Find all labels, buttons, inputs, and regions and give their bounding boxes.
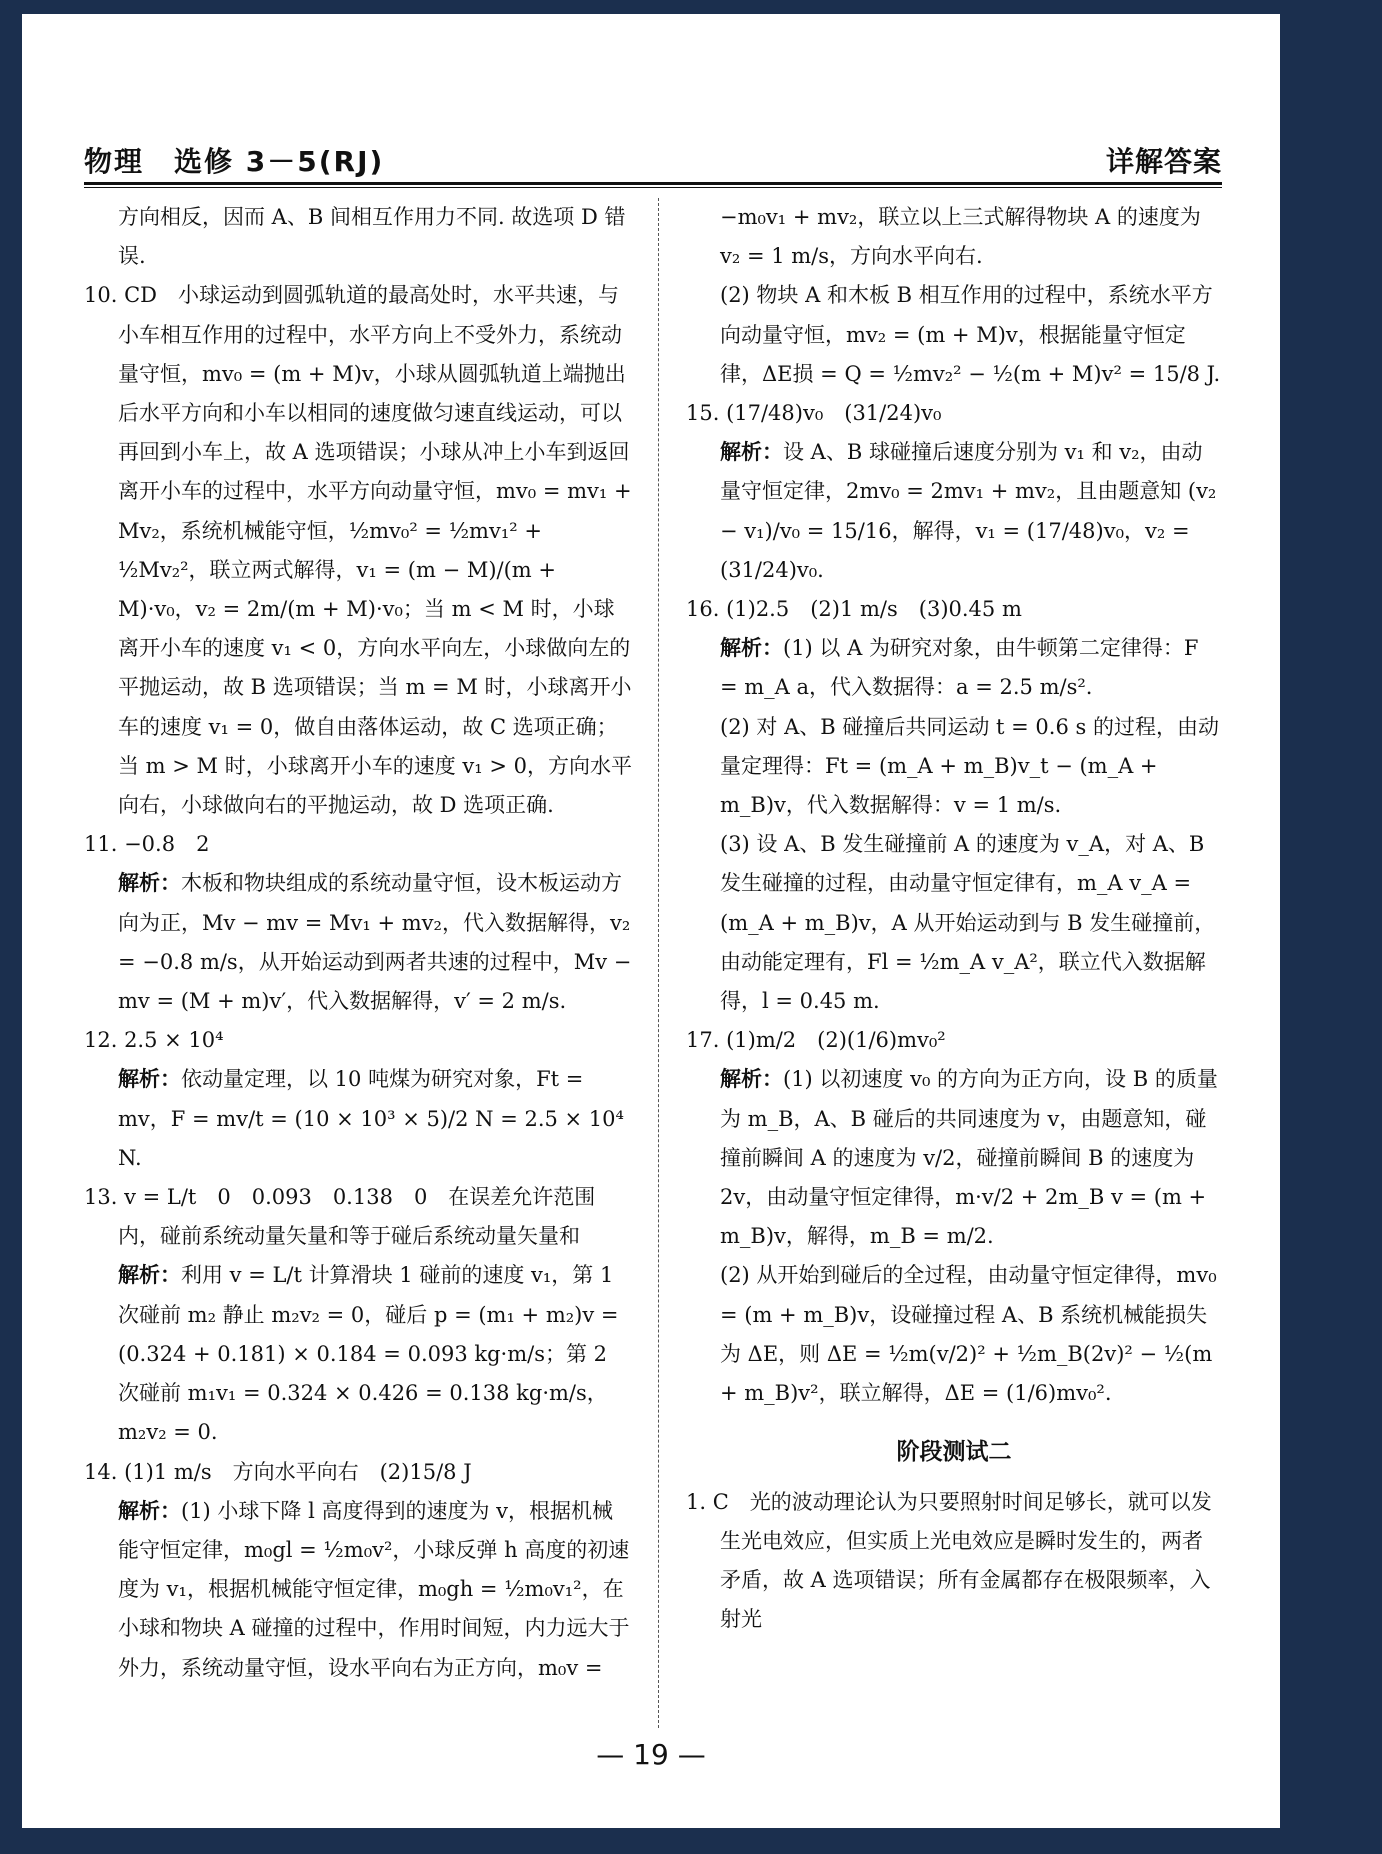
paragraph-text: 方向相反，因而 A、B 间相互作用力不同. 故选项 D 错误. — [118, 205, 626, 269]
analysis-label: 解析： — [118, 1263, 181, 1288]
paragraph-text: (1) 以 A 为研究对象，由牛顿第二定律得：F = m_A a，代入数据得：a = 2.5 m/s². — [720, 636, 1199, 700]
answer-paragraph — [84, 1453, 632, 1492]
paragraph-text: 12. 2.5 × 10⁴ — [84, 1028, 224, 1053]
paragraph-text: 依动量定理，以 10 吨煤为研究对象，Ft = mv，F = mv/t = (10 × 10³ × 5)/2 N = 2.5 × 10⁴ N. — [118, 1067, 624, 1170]
paragraph-text: 阶段测试二 — [896, 1439, 1012, 1466]
answer-paragraph — [686, 825, 1222, 1021]
header-rule-thin — [84, 187, 1222, 188]
answer-paragraph — [686, 433, 1222, 590]
paragraph-text: 木板和物块组成的系统动量守恒，设木板运动方向为正，Mv − mv = Mv₁ + mv₂，代入数据解得，v₂ = −0.8 m/s，从开始运动到两者共速的过程中，Mv − mv = (M + m)v′，代入数据解得，v′ = 2 m/s. — [118, 871, 632, 1014]
paragraph-text: (2) 物块 A 和木板 B 相互作用的过程中，系统水平方向动量守恒，mv₂ = (m + M)v，根据能量守恒定律，ΔE损 = Q = ½mv₂² − ½(m + M)v² = 15/8 J. — [720, 283, 1221, 386]
subject-title: 物理 选修 3－5(RJ) — [84, 145, 385, 178]
paragraph-text: 1. C 光的波动理论认为只要照射时间足够长，就可以发生光电效应，但实质上光电效应是瞬时发生的，两者矛盾，故 A 选项错误；所有金属都存在极限频率，入射光 — [686, 1489, 1212, 1632]
analysis-label: 解析： — [720, 1067, 783, 1092]
answer-paragraph — [686, 629, 1222, 707]
answer-paragraph — [84, 1060, 632, 1178]
answer-paragraph — [686, 590, 1222, 629]
paragraph-text: 17. (1)m/2 (2)(1/6)mv₀² — [686, 1028, 946, 1053]
answer-paragraph — [686, 1021, 1222, 1060]
answer-page — [22, 14, 1280, 1828]
paragraph-text: 11. −0.8 2 — [84, 832, 210, 857]
answer-paragraph — [84, 825, 632, 864]
header-rule — [84, 182, 1222, 185]
paragraph-text: 16. (1)2.5 (2)1 m/s (3)0.45 m — [686, 597, 1022, 622]
answer-paragraph — [686, 1060, 1222, 1256]
answer-paragraph — [84, 1256, 632, 1452]
answer-paragraph — [686, 708, 1222, 826]
analysis-label: 解析： — [720, 440, 783, 465]
section-heading — [686, 1433, 1222, 1472]
section-title: 详解答案 — [1105, 145, 1222, 178]
paragraph-text: 利用 v = L/t 计算滑块 1 碰前的速度 v₁，第 1 次碰前 m₂ 静止 m₂v₂ = 0，碰后 p = (m₁ + m₂)v = (0.324 + 0.181) × 0.184 = 0.093 kg·m/s；第 2 次碰前 m₁v₁ = 0.324 × 0.426 = 0.138 kg·m/s，m₂v₂ = 0. — [118, 1263, 619, 1445]
answer-paragraph — [84, 1492, 632, 1688]
answer-paragraph — [686, 1256, 1222, 1413]
answer-paragraph — [686, 1483, 1222, 1640]
page-header — [84, 140, 1222, 184]
analysis-label: 解析： — [118, 1067, 181, 1092]
paragraph-text: 10. CD 小球运动到圆弧轨道的最高处时，水平共速，与小车相互作用的过程中，水平方向上不受外力，系统动量守恒，mv₀ = (m + M)v，小球从圆弧轨道上端抛出后水平方向和小车以相同的速度做匀速直线运动，可以再回到小车上，故 A 选项错误；小球从冲上小车到返回离开小车的过程中，水平方向动量守恒，mv₀ = mv₁ + Mv₂，系统机械能守恒，½mv₀² = ½mv₁² + ½Mv₂²，联立两式解得，v₁ = (m − M)/(m + M)·v₀，v₂ = 2m/(m + M)·v₀；当 m < M 时，小球离开小车的速度 v₁ < 0，方向水平向左，小球做向左的平抛运动，故 B 选项错误；当 m = M 时，小球离开小车的速度 v₁ = 0，做自由落体运动，故 C 选项正确；当 m > M 时，小球离开小车的速度 v₁ > 0，方向水平向右，小球做向右的平抛运动，故 D 选项正确. — [84, 283, 632, 818]
page-number: — 19 — — [596, 1738, 706, 1771]
left-column — [84, 198, 632, 1688]
answer-paragraph — [84, 1178, 632, 1256]
answer-paragraph — [84, 864, 632, 1021]
right-column — [686, 198, 1222, 1639]
paragraph-text: 15. (17/48)v₀ (31/24)v₀ — [686, 401, 942, 426]
paragraph-text: (3) 设 A、B 发生碰撞前 A 的速度为 v_A，对 A、B 发生碰撞的过程，由动量守恒定律有，m_A v_A = (m_A + m_B)v，A 从开始运动到与 B 发生碰撞前，由动能定理有，Fl = ½m_A v_A²，联立代入数据解得，l = 0.45 m. — [720, 832, 1216, 1014]
column-divider — [658, 198, 659, 1728]
answer-paragraph — [686, 198, 1222, 276]
paragraph-text: 13. v = L/t 0 0.093 0.138 0 在误差允许范围内，碰前系统动量矢量和等于碰后系统动量矢量和 — [84, 1185, 596, 1249]
answer-paragraph — [84, 198, 632, 276]
answer-paragraph — [686, 276, 1222, 394]
answer-paragraph — [686, 394, 1222, 433]
paragraph-text: (1) 以初速度 v₀ 的方向为正方向，设 B 的质量为 m_B，A、B 碰后的共同速度为 v，由题意知，碰撞前瞬间 A 的速度为 v/2，碰撞前瞬间 B 的速度为 2v，由动量守恒定律得，m·v/2 + 2m_B v = (m + m_B)v，解得，m_B = m/2. — [720, 1067, 1218, 1249]
paragraph-text: (2) 从开始到碰后的全过程，由动量守恒定律得，mv₀ = (m + m_B)v，设碰撞过程 A、B 系统机械能损失为 ΔE，则 ΔE = ½m(v/2)² + ½m_B(2v)² − ½(m + m_B)v²，联立解得，ΔE = (1/6)mv₀². — [720, 1263, 1217, 1406]
analysis-label: 解析： — [720, 636, 783, 661]
answer-paragraph — [84, 1021, 632, 1060]
paragraph-text: (1) 小球下降 l 高度得到的速度为 v，根据机械能守恒定律，m₀gl = ½m₀v²，小球反弹 h 高度的初速度为 v₁，根据机械能守恒定律，m₀gh = ½m₀v₁²，在小球和物块 A 碰撞的过程中，作用时间短，内力远大于外力，系统动量守恒，设水平向右为正方向，m₀v = — [118, 1498, 630, 1680]
paragraph-text: 设 A、B 球碰撞后速度分别为 v₁ 和 v₂，由动量守恒定律，2mv₀ = 2mv₁ + mv₂，且由题意知 (v₂ − v₁)/v₀ = 15/16，解得，v₁ = (17/48)v₀，v₂ = (31/24)v₀. — [720, 440, 1217, 582]
paragraph-text: 14. (1)1 m/s 方向水平向右 (2)15/8 J — [84, 1459, 472, 1484]
answer-paragraph — [84, 276, 632, 825]
paragraph-text: −m₀v₁ + mv₂，联立以上三式解得物块 A 的速度为 v₂ = 1 m/s，方向水平向右. — [720, 205, 1201, 269]
analysis-label: 解析： — [118, 871, 181, 896]
analysis-label: 解析： — [118, 1498, 181, 1523]
paragraph-text: (2) 对 A、B 碰撞后共同运动 t = 0.6 s 的过程，由动量定理得：Ft = (m_A + m_B)v_t − (m_A + m_B)v，代入数据解得：v = 1 m/s. — [720, 714, 1219, 818]
